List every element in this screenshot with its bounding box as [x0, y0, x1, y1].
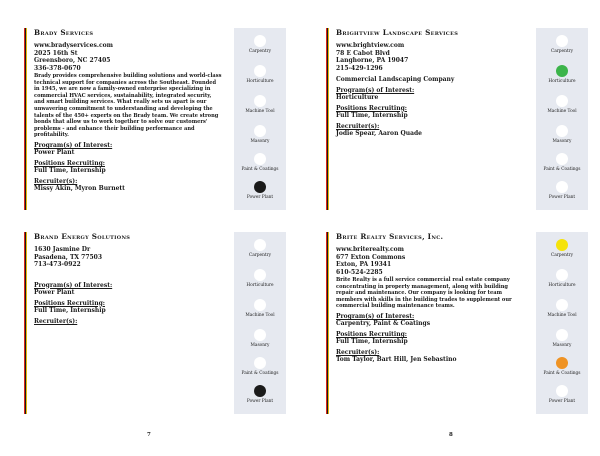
program-option-horticulture [536, 269, 588, 299]
program-option-label: Horticulture [548, 79, 576, 84]
positions-label: Positions Recruiting: [336, 104, 407, 112]
company-description: Brady provides comprehensive building solutions and world-class technical support for companies across the Southeast. Founded in 1945, we are now a family-owned enterprise specializing in commercial HVAC services, sustainability, integrated security, and smart building services. What really sets us apart is our unwavering commitment to understanding and developing the talents of the 450+ experts on the Brady team. We create strong bonds that allow us to work together to solve our customers' problems - and enhance their building performance and profitability. [34, 73, 222, 139]
positions-label: Positions Recruiting: [34, 159, 105, 167]
program-indicator-icon [556, 239, 568, 251]
company-website[interactable]: www.briterealty.com [336, 246, 405, 253]
recruiters-label: Recruiter(s): [336, 348, 380, 356]
program-option-masonry [234, 329, 286, 359]
program-option-carpentry [234, 239, 286, 269]
program-indicator-icon [254, 125, 266, 137]
programs-value: Power Plant [34, 289, 75, 296]
program-option-label: Carpentry [550, 253, 574, 258]
page-number-left: 7 [147, 432, 151, 438]
company-card-brand-energy [24, 232, 286, 414]
program-option-machine-tool [536, 95, 588, 125]
program-indicator-icon [556, 357, 568, 369]
card-content [336, 28, 524, 138]
program-option-machine-tool [536, 299, 588, 329]
program-option-paint-coatings [234, 357, 286, 387]
company-street: 1630 Jasmine Dr [34, 246, 91, 253]
company-street: 677 Exton Commons [336, 253, 406, 261]
program-option-carpentry [536, 35, 588, 65]
program-indicator-icon [254, 153, 266, 165]
program-option-power-plant [536, 385, 588, 415]
recruiters-label: Recruiter(s): [34, 317, 78, 325]
program-option-horticulture [234, 269, 286, 299]
company-phone: 713-473-0922 [34, 261, 81, 268]
programs-value: Horticulture [336, 94, 379, 101]
program-option-label: Carpentry [248, 49, 272, 54]
recruiters-value: Jodie Spear, Aaron Quade [336, 130, 423, 137]
recruiters-label: Recruiter(s): [34, 177, 78, 185]
program-option-power-plant [234, 385, 286, 415]
company-subtitle: Commercial Landscaping Company [336, 76, 455, 83]
program-indicator-icon [254, 95, 266, 107]
program-indicator-icon [556, 125, 568, 137]
program-option-power-plant [234, 181, 286, 211]
positions-label: Positions Recruiting: [336, 330, 407, 338]
program-option-label: Power Plant [246, 399, 274, 404]
recruiters-value: Missy Akin, Myron Burnett [34, 185, 125, 193]
program-option-label: Carpentry [550, 49, 574, 54]
company-phone: 610-524-2285 [336, 268, 383, 276]
company-phone: 215-429-1296 [336, 64, 383, 72]
program-indicator-icon [254, 329, 266, 341]
color-stripe [326, 232, 329, 414]
program-option-label: Machine Tool [245, 313, 275, 318]
program-indicator-icon [556, 385, 568, 397]
positions-value: Full Time, Internship [336, 338, 408, 346]
program-option-label: Masonry [552, 343, 572, 348]
company-name: Brady Services [34, 28, 94, 37]
program-indicator-icon [556, 65, 568, 77]
program-indicator-icon [556, 299, 568, 311]
page-number-right: 8 [449, 432, 453, 438]
card-content [336, 232, 524, 364]
color-stripe [24, 28, 27, 210]
positions-value: Full Time, Internship [34, 167, 106, 175]
program-indicator-icon [254, 385, 266, 397]
programs-value: Power Plant [34, 149, 75, 157]
company-website[interactable]: www.brightview.com [336, 42, 405, 49]
programs-label: Program(s) of Interest: [336, 312, 415, 320]
program-option-label: Horticulture [548, 283, 576, 288]
program-option-machine-tool [234, 299, 286, 329]
recruiters-label: Recruiter(s): [336, 122, 380, 130]
program-option-carpentry [536, 239, 588, 269]
company-name: Brightview Landscape Services [336, 28, 459, 37]
company-name: Brand Energy Solutions [34, 232, 131, 241]
program-indicator-icon [254, 35, 266, 47]
company-city: Pasadena, TX 77503 [34, 253, 103, 261]
card-content [34, 232, 222, 325]
company-card-brite-realty [326, 232, 588, 414]
program-option-power-plant [536, 181, 588, 211]
recruiters-value: Tom Taylor, Bart Hill, Jen Sebastino [336, 356, 457, 364]
program-option-label: Horticulture [246, 79, 274, 84]
programs-value: Carpentry, Paint & Coatings [336, 320, 431, 328]
program-indicator-icon [556, 269, 568, 281]
program-option-label: Paint & Coatings [241, 371, 279, 376]
program-indicator-icon [254, 65, 266, 77]
program-option-carpentry [234, 35, 286, 65]
positions-value: Full Time, Internship [336, 112, 408, 119]
program-indicator-icon [254, 299, 266, 311]
program-option-paint-coatings [536, 357, 588, 387]
program-panel [234, 232, 286, 414]
program-option-masonry [536, 125, 588, 155]
program-option-label: Machine Tool [547, 313, 577, 318]
company-city: Exton, PA 19341 [336, 261, 392, 268]
program-option-label: Power Plant [548, 399, 576, 404]
program-indicator-icon [556, 153, 568, 165]
program-option-label: Machine Tool [245, 109, 275, 114]
program-option-paint-coatings [536, 153, 588, 183]
program-option-label: Paint & Coatings [543, 371, 581, 376]
program-option-horticulture [234, 65, 286, 95]
program-option-paint-coatings [234, 153, 286, 183]
program-option-label: Carpentry [248, 253, 272, 258]
programs-label: Program(s) of Interest: [336, 86, 415, 94]
program-option-label: Power Plant [548, 195, 576, 200]
company-name: Brite Realty Services, Inc. [336, 232, 444, 241]
program-option-horticulture [536, 65, 588, 95]
program-option-label: Horticulture [246, 283, 274, 288]
company-card-brightview [326, 28, 588, 210]
program-option-label: Masonry [250, 343, 270, 348]
program-indicator-icon [556, 35, 568, 47]
company-website[interactable]: www.bradyservices.com [34, 42, 113, 49]
company-description: Brite Realty is a full service commercial real estate company concentrating in property management, along with building repair and maintenance. Our company is looking for team members with skills in the building trades to supplement our commercial building maintenance teams. [336, 277, 512, 310]
programs-label: Program(s) of Interest: [34, 141, 113, 149]
programs-label: Program(s) of Interest: [34, 281, 113, 289]
color-stripe [24, 232, 27, 414]
program-option-label: Masonry [250, 139, 270, 144]
program-indicator-icon [254, 357, 266, 369]
program-panel [234, 28, 286, 210]
positions-label: Positions Recruiting: [34, 299, 105, 307]
company-street: 2025 16th St [34, 49, 78, 57]
program-option-label: Masonry [552, 139, 572, 144]
program-option-label: Power Plant [246, 195, 274, 200]
positions-value: Full Time, Internship [34, 307, 106, 314]
program-indicator-icon [556, 95, 568, 107]
company-phone: 336-378-0670 [34, 64, 81, 72]
company-street: 78 E Cabot Blvd [336, 49, 390, 57]
card-content [34, 28, 222, 193]
program-option-label: Paint & Coatings [543, 167, 581, 172]
company-card-brady [24, 28, 286, 210]
program-indicator-icon [556, 329, 568, 341]
color-stripe [326, 28, 329, 210]
program-panel [536, 232, 588, 414]
program-indicator-icon [254, 239, 266, 251]
program-option-masonry [234, 125, 286, 155]
program-option-machine-tool [234, 95, 286, 125]
program-indicator-icon [254, 269, 266, 281]
program-option-label: Paint & Coatings [241, 167, 279, 172]
company-city: Langhorne, PA 19047 [336, 57, 409, 64]
program-indicator-icon [254, 181, 266, 193]
program-option-masonry [536, 329, 588, 359]
program-panel [536, 28, 588, 210]
company-city: Greensboro, NC 27405 [34, 57, 111, 64]
program-option-label: Machine Tool [547, 109, 577, 114]
program-indicator-icon [556, 181, 568, 193]
